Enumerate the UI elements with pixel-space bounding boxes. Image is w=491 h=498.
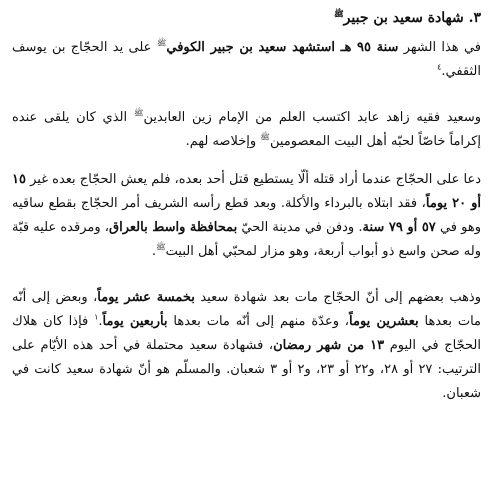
section-heading xyxy=(12,6,481,30)
heading-text: ٣. شهادة سعيد بن جبير xyxy=(343,10,481,26)
paragraph-2 xyxy=(12,106,481,154)
p3-text-2: ، فقد ابتلاه بالبرداء والأكلة. وبعد قطع رأسه الشريف أمر الحجّاج بقطع ساقيه وهو في xyxy=(12,196,481,235)
p3-text-1: دعا على الحجّاج عندما أراد قتله ألّا يستطيع قتل أحد بعده، فلم يعش الحجّاج بعده غير xyxy=(25,172,481,187)
p3-text-5: . xyxy=(151,244,156,259)
p2-text-2: الذي كان يلقى عنده إكراماً خاصّاً لحبّه أهل البيت المعصومين xyxy=(12,110,481,149)
p1-bold-1: سنة ٩٥ هـ استشهد سعيد بن جبير الكوفي xyxy=(166,40,399,55)
p4-bold-2: بعشرين يوماً xyxy=(349,314,419,329)
paragraph-3 xyxy=(12,168,481,264)
honorific-glyph: ﷺ xyxy=(156,38,167,48)
p3-text-4: ، ومرقده عليه قبّة وله صحن واسع ذو أبواب أربعة، وهو مزار لمحبّي أهل البيت xyxy=(12,220,481,259)
paragraph-1 xyxy=(12,36,481,84)
p4-text-2: ، وبعض إلى أنّه مات بعدها xyxy=(12,290,482,329)
footnote-marker[interactable]: ١ xyxy=(94,312,99,322)
honorific-glyph: ﷺ xyxy=(155,242,166,252)
p4-text-1: وذهب بعضهم إلى أنّ الحجّاج مات بعد شهادة سعيد xyxy=(194,290,482,305)
p2-text-3: وإخلاصه لهم. xyxy=(185,134,261,149)
p4-text-3: ، وعدّة منهم إلى أنّه مات بعدها xyxy=(167,314,350,329)
p3-bold-2: ٥٧ أو ٧٩ سنة xyxy=(362,220,436,235)
p2-text-1: وسعيد فقيه زاهد عابد اكتسب العلم من الإمام زين العابدين xyxy=(143,110,481,125)
p4-text-6: ، فشهادة سعيد محتملة في أحد هذه الأيّام على الترتيب: ٢٧ أو ٢٨، و٢٢ أو ٢٣، و٢ أو ٣ شعبان. والمسلّم هو أنّ شهادة سعيد كانت في شعبان. xyxy=(12,338,481,401)
p4-text-4: . xyxy=(98,314,103,329)
footnote-marker[interactable]: ٤ xyxy=(437,62,442,72)
p4-bold-3: بأربعين يوماً xyxy=(102,314,168,329)
paragraph-4 xyxy=(12,286,481,406)
honorific-glyph: ﷺ xyxy=(333,9,344,19)
p4-bold-1: بخمسة عشر يوماً xyxy=(97,290,195,305)
p1-text-1: في هذا الشهر xyxy=(398,40,482,55)
p1-text-2: على يد الحجّاج بن يوسف الثقفي. xyxy=(12,40,481,79)
p3-bold-3: بمحافظة واسط بالعراق xyxy=(109,220,238,235)
honorific-glyph: ﷺ xyxy=(133,108,144,118)
p3-text-3: . ودفن في مدينة الحيّ xyxy=(237,220,363,235)
p4-bold-4: ١٣ من شهر رمضان xyxy=(273,338,385,353)
p3-bold-1: ١٥ أو ٢٠ يوماً xyxy=(12,172,481,211)
honorific-glyph: ﷺ xyxy=(260,132,270,142)
p4-text-5: فإذا كان هلاك الحجّاج في اليوم xyxy=(12,314,481,353)
